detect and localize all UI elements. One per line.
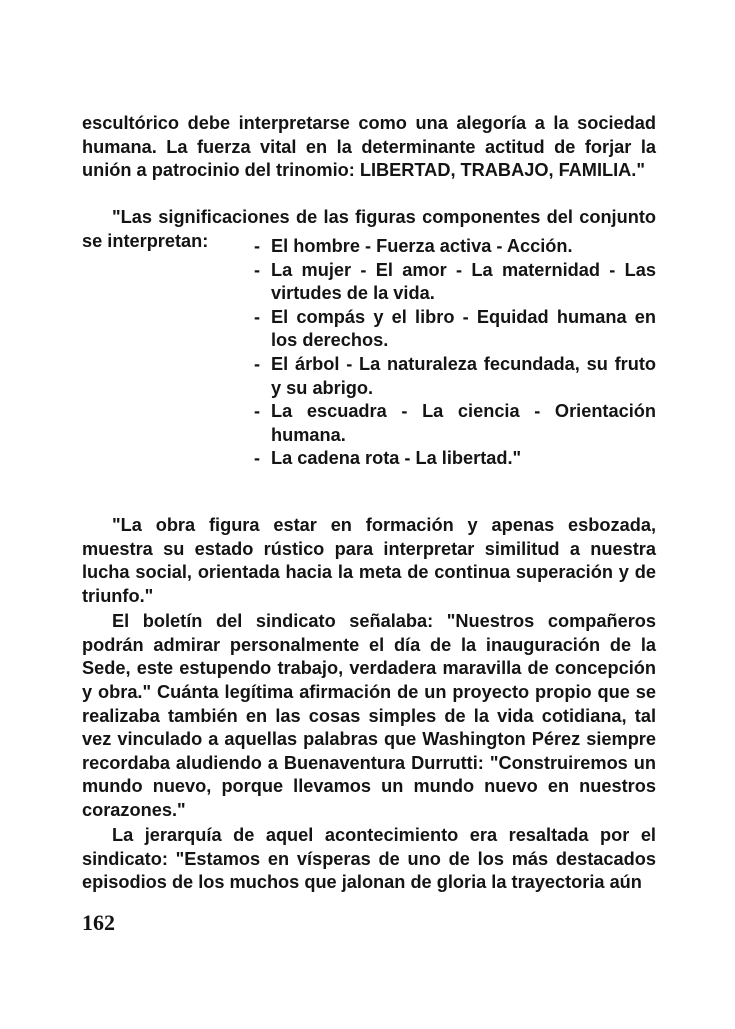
page-number: 162 [82,910,115,935]
paragraph-text: El boletín del sindicato señalaba: "Nuestros compañeros podrán admirar personalmente el día de la inauguración de la Sede, este estupendo trabajo, verdadera maravilla de concepción y obra." Cuánta legítima afirmación de un proyecto propio que se realizaba también en las cosas simples de la vida cotidiana, tal vez vinculado a aquellas palabras que Washington Pérez siempre recordaba aludiendo a Buenaventura Durrutti: "Construiremos un mundo nuevo, porque llevamos un mundo nuevo en nuestros corazones." [82,611,656,820]
paragraph-event-hierarchy [82,806,656,913]
paragraph-text: La jerarquía de aquel acontecimiento era resaltada por el sindicato: "Estamos en vísperas de uno de los más destacados episodios de los muchos que jalonan de gloria la trayectoria aún [82,825,656,893]
paragraph-sculpture-allegory [82,94,656,201]
list-item: - El hombre - Fuerza activa - Acción. [254,235,656,259]
paragraph-text: escultórico debe interpretarse como una alegoría a la sociedad humana. La fuerza vital en la determinante actitud de forjar la unión a patrocinio del trinomio: LIBERTAD, TRABAJO, FAMILIA." [82,113,656,181]
list-item: - La escuadra - La ciencia - Orientación humana. [254,400,656,447]
paragraph-union-bulletin [82,592,656,841]
paragraph-text: "Las significaciones de las figuras componentes del conjunto se interpretan: [82,207,656,251]
list-item: - La mujer - El amor - La maternidad - Las virtudes de la vida. [254,259,656,306]
figure-meanings-list [254,235,656,471]
paragraph-text: "La obra figura estar en formación y apenas esbozada, muestra su estado rústico para interpretar similitud a nuestra lucha social, orientada hacia la meta de continua superación y de triunfo." [82,515,656,606]
list-item: - El árbol - La naturaleza fecundada, su fruto y su abrigo. [254,353,656,400]
list-item: - La cadena rota - La libertad." [254,447,656,471]
list-item: - El compás y el libro - Equidad humana en los derechos. [254,306,656,353]
